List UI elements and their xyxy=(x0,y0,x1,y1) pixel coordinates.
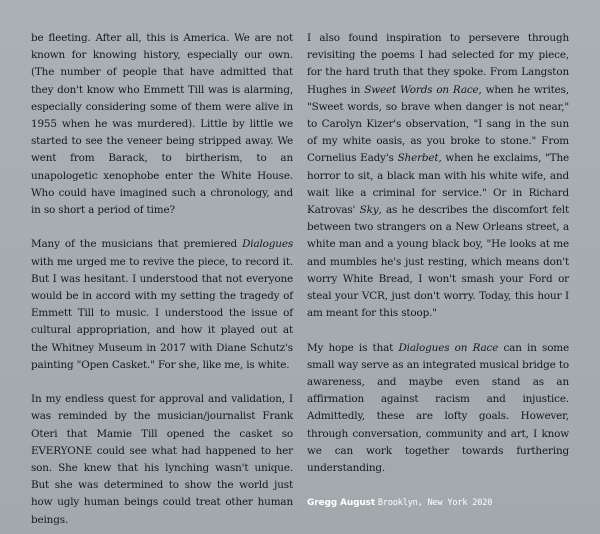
poem-title-sherbet: Sherbet xyxy=(397,152,439,165)
left-paragraph-2-text-a: Many of the musicians that premiered xyxy=(31,238,243,251)
right-paragraph-2-text-a: My hope is that xyxy=(307,341,399,354)
poem-title-sweet-words: Sweet Words on Race xyxy=(364,83,479,96)
right-paragraph-1-text-b: , when he writes, "Sweet words, so brave when danger is not near," to Carolyn Kizer's observation, "I sang in the sun of my white oasis, as you broke to stone." From Cornelius Eady's xyxy=(307,83,569,165)
work-title-dialogues: Dialogues xyxy=(242,238,293,251)
left-paragraph-1: be fleeting. After all, this is America. We are not known for knowing history, especially our own. (The number of people that have admitted that they don't know who Emmett Till was is alarming, especially considering some of them were alive in 1955 when he was murdered). Little by little we started to see the veneer being stripped away. We went from Barack, to birtherism, to an unapologetic xenophobe enter the White House. Who could have imagined such a chronology, and in so short a period of time? xyxy=(31,32,293,217)
right-paragraph-2 xyxy=(307,340,569,478)
right-column xyxy=(307,30,569,513)
right-paragraph-1 xyxy=(307,30,569,322)
right-paragraph-1-text-c: , when he exclaims, "The horror to sit, a black man with his white wife, and wait like a criminal for service." Or in Richard Katrovas' xyxy=(307,152,569,217)
right-paragraph-2-text-b: can in some small way serve as an integrated musical bridge to awareness, and maybe even stand as an affirmation against racism and injustice. Admittedly, these are lofty goals. However, through conversation, community and art, I know we can work together towards furthering understanding. xyxy=(307,341,569,475)
poem-title-sky: Sky xyxy=(359,204,379,217)
work-title-dialogues-on-race: Dialogues on Race xyxy=(398,341,499,354)
signature xyxy=(307,494,569,512)
right-paragraph-1-text-d: , as he describes the discomfort felt between two strangers on a New Orleans street, a white man and a young black boy, "He looks at me and mumbles he's just resting, which means don't worry White Bread, I won't smash your Ford or steal your VCR, just don't worry. Today, this hour I am meant for this stoop." xyxy=(307,204,569,320)
left-paragraph-2 xyxy=(31,236,293,374)
signature-name: Gregg August xyxy=(307,498,376,509)
left-paragraph-3: In my endless quest for approval and validation, I was reminded by the musician/journalist Frank Oteri that Mamie Till opened the casket so EVERYONE could see what had happened to her son. She knew that his lynching wasn't unique. But she was determined to show the world just how ugly human beings could treat other human beings. xyxy=(31,393,293,526)
signature-place: Brooklyn, New York 2020 xyxy=(377,498,493,509)
right-paragraph-1-text-a: I also found inspiration to persevere through revisiting the poems I had selected for my piece, for the hard truth that they spoke. From Langston Hughes in xyxy=(307,32,569,96)
left-paragraph-2-text-b: with me urged me to revive the piece, to record it. But I was hesitant. I understood that not everyone would be in accord with my setting the tragedy of Emmett Till to music. I understood the issue of cultural appropriation, and how it played out at the Whitney Museum in 2017 with Diane Schutz's painting "Open Casket." For she, like me, is white. xyxy=(31,255,293,371)
left-column xyxy=(31,30,293,529)
